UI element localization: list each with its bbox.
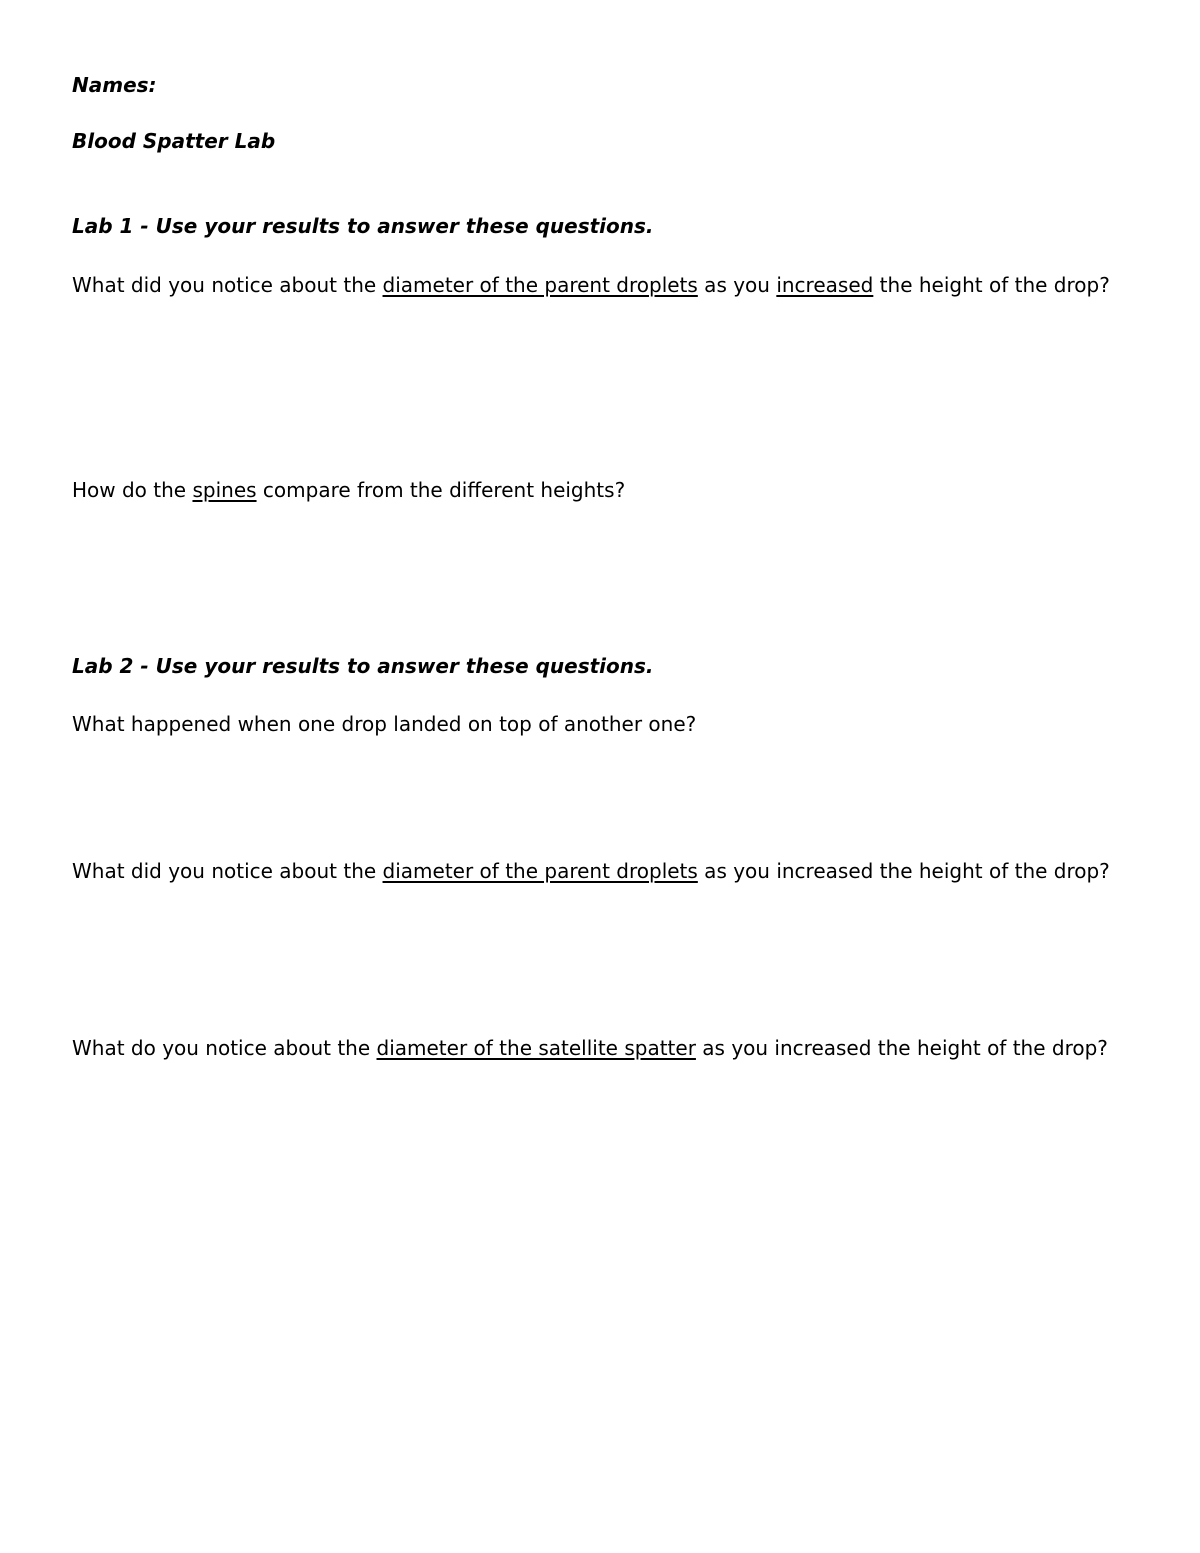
question-text: as you increased the height of the drop?: [697, 859, 1110, 883]
underlined-term: increased: [776, 273, 874, 297]
underlined-term: diameter of the parent droplets: [382, 859, 698, 883]
question-text: How do the: [72, 478, 193, 502]
question-text: the height of the drop?: [873, 273, 1110, 297]
page-title: Blood Spatter Lab: [72, 129, 276, 153]
question-text: What happened when one drop landed on top of another one?: [72, 712, 697, 736]
question-text: as you increased the height of the drop?: [695, 1036, 1108, 1060]
lab1-question-2: [72, 476, 1122, 505]
lab2-heading: Lab 2 - Use your results to answer these questions.: [72, 654, 654, 678]
underlined-term: spines: [192, 478, 257, 502]
names-label: Names:: [72, 73, 157, 97]
lab1-heading: Lab 1 - Use your results to answer these questions.: [72, 214, 654, 238]
question-text: What did you notice about the: [72, 273, 383, 297]
lab2-question-1: [72, 710, 1122, 739]
underlined-term: diameter of the satellite spatter: [376, 1036, 696, 1060]
question-text: What did you notice about the: [72, 859, 383, 883]
lab1-question-1: [72, 271, 1122, 300]
question-text: as you: [697, 273, 777, 297]
lab2-question-2: [72, 857, 1122, 886]
underlined-term: diameter of the parent droplets: [382, 273, 698, 297]
question-text: What do you notice about the: [72, 1036, 377, 1060]
question-text: compare from the different heights?: [256, 478, 626, 502]
lab2-question-3: [72, 1034, 1122, 1063]
